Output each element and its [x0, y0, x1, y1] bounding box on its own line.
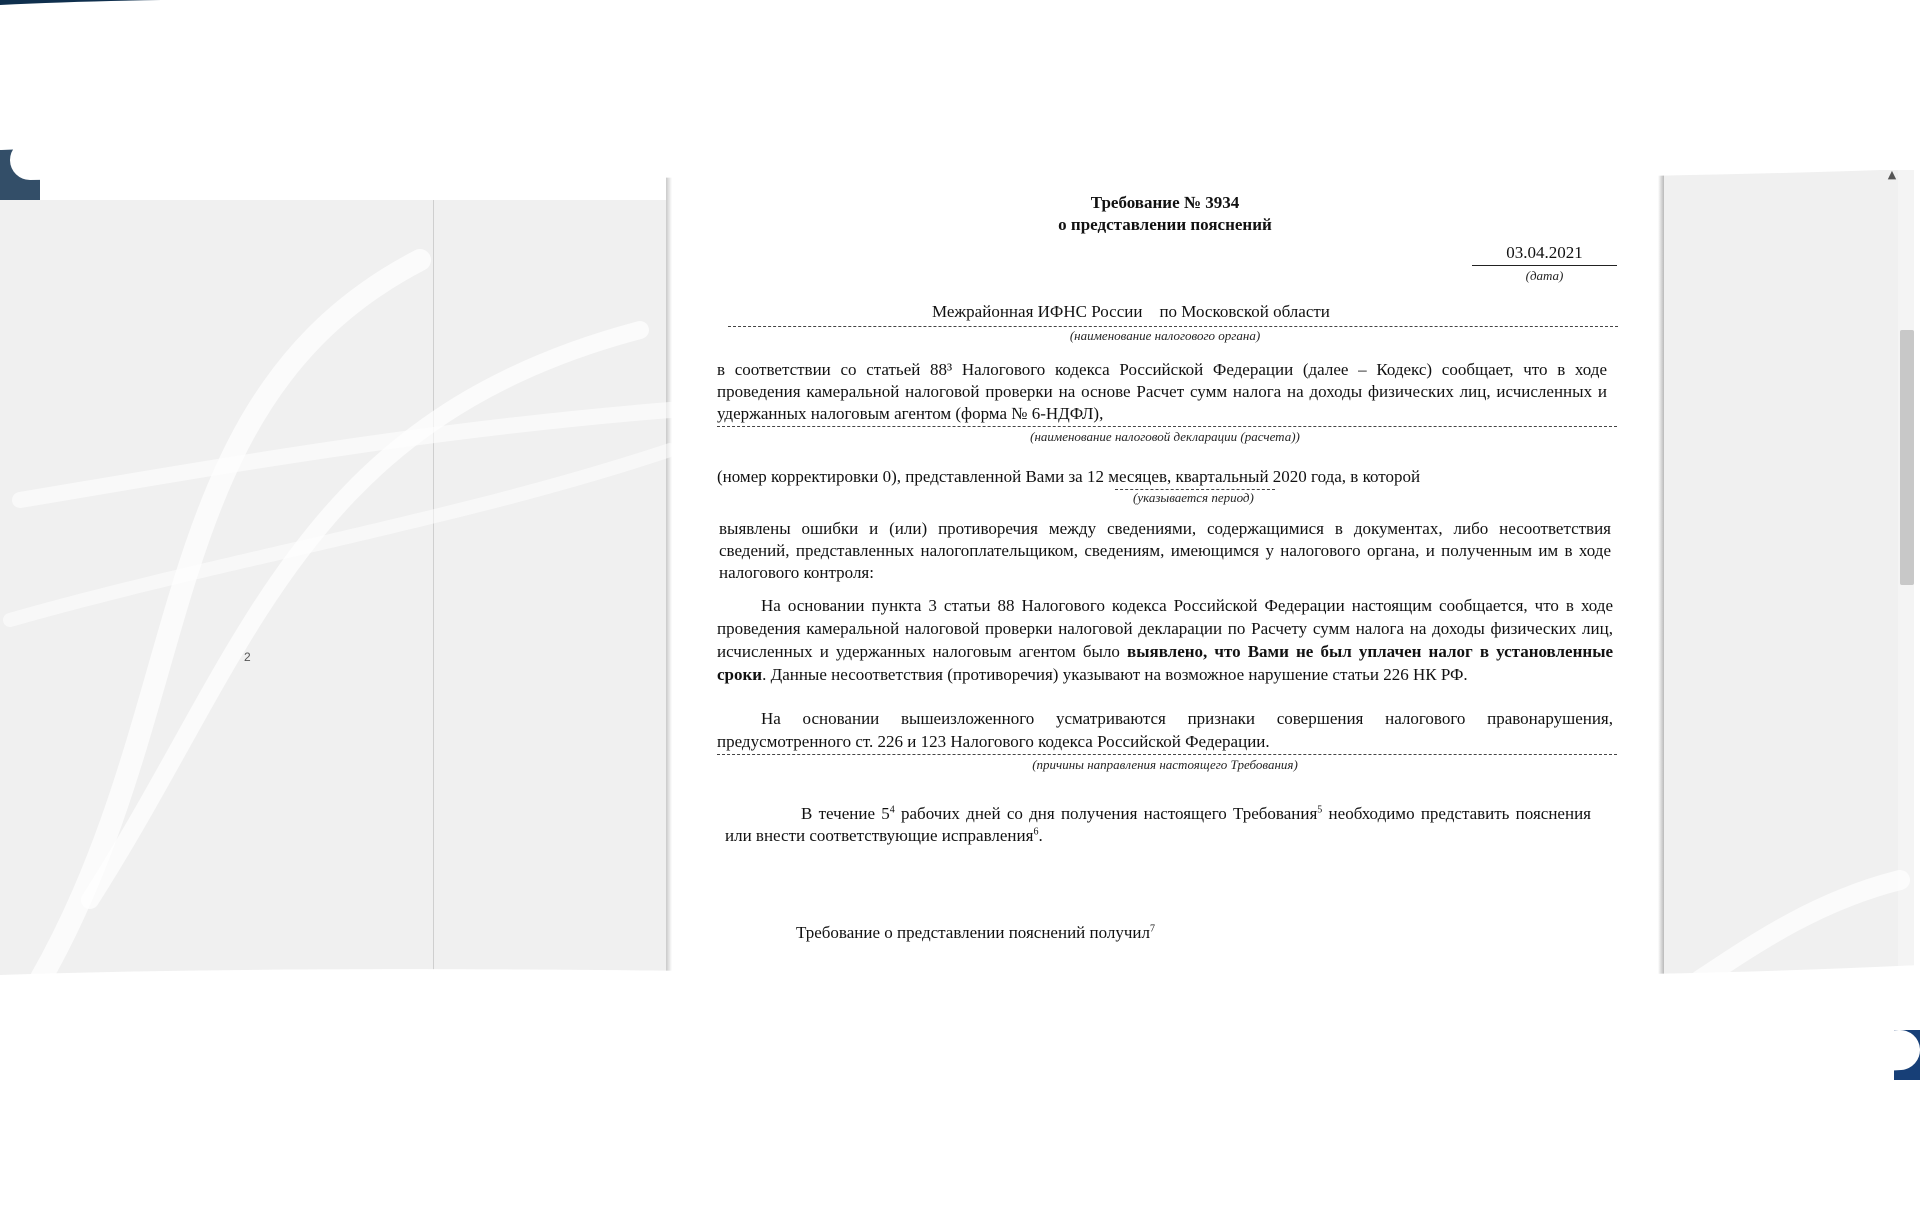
- deadline-text-b: рабочих дней со дня получения настоящего Требования: [894, 804, 1318, 823]
- titlebar-fragment: [0, 0, 310, 40]
- authority-caption: (наименование налогового органа): [1069, 328, 1261, 343]
- intro-paragraph: в соответствии со статьей 88³ Налогового кодекса Российской Федерации (далее – Кодекс) сообщает, что в ходе проведения камеральной налоговой проверки на основе Расчет сумм налога на доходы физических лиц, исчисленных и удержанных налоговым агентом (форма № 6-НДФЛ),: [717, 360, 1607, 423]
- deadline-footnote-4: 4: [889, 804, 895, 816]
- authority-dotted-line: [728, 326, 1618, 327]
- taskbar-corner: [1894, 1030, 1920, 1080]
- deadline-footnote-5: 5: [1317, 804, 1323, 816]
- deadline-text-c: необходимо представить пояснения или внести соответствующие исправления: [725, 804, 1591, 845]
- basis-text-start: На основании пункта 3 статьи 88 Налогового кодекса Российской Федерации настоящим сообщается, что в ходе проведения камеральной налоговой проверки налоговой декларации по Расчету сумм налога на доходы физических лиц, исчисленных и удержанных налоговым агентом было: [717, 596, 1613, 661]
- vertical-scrollbar[interactable]: [1898, 170, 1914, 1000]
- declaration-caption: (наименование налоговой декларации (расчета)): [1030, 429, 1300, 444]
- tax-authority-part1: Межрайонная ИФНС России: [932, 302, 1143, 321]
- page-shadow-right: [1658, 175, 1664, 1010]
- tax-authority-name: [932, 302, 1330, 322]
- scroll-up-arrow-icon[interactable]: ▲: [1887, 168, 1897, 181]
- deadline-text-a: В течение 5: [801, 804, 890, 823]
- received-line: [796, 923, 1155, 943]
- document-date: 03.04.2021: [1506, 243, 1583, 262]
- sidebar-divider: [433, 200, 434, 1010]
- correction-line: (номер корректировки 0), представленной Вами за 12 месяцев, квартальный 2020 года, в которой: [717, 467, 1421, 486]
- declaration-dotted-line: [717, 426, 1617, 427]
- deadline-text-d: .: [1038, 826, 1043, 845]
- received-footnote-7: 7: [1150, 923, 1156, 935]
- document-subtitle: о представлении пояснений: [1058, 215, 1272, 234]
- page-thumbnail-number: 2: [244, 650, 251, 664]
- basis-text-end: . Данные несоответствия (противоречия) указывают на возможное нарушение статьи 226 НК РФ.: [762, 665, 1468, 684]
- date-underline: [1472, 265, 1617, 266]
- document-title: Требование № 3934: [1090, 193, 1240, 212]
- reasons-caption: (причины направления настоящего Требования): [1032, 757, 1298, 772]
- close-icon[interactable]: ✕: [1885, 65, 1897, 81]
- deadline-paragraph: [725, 803, 1591, 847]
- tax-authority-part2: по Московской области: [1159, 302, 1330, 321]
- titlebar-fragment: [0, 58, 70, 70]
- reasons-dotted-line: [717, 754, 1617, 755]
- date-caption: (дата): [1525, 268, 1564, 283]
- right-panel: [1662, 170, 1900, 990]
- sidebar-panel: [0, 200, 670, 1010]
- violation-paragraph: На основании вышеизложенного усматриваются признаки совершения налогового правонарушения, предусмотренного ст. 226 и 123 Налогового кодекса Российской Федерации.: [717, 709, 1613, 751]
- basis-text-bold: выявлено, что Вами не был уплачен налог в установленные сроки: [717, 642, 1614, 684]
- received-text: Требование о представлении пояснений получил: [796, 923, 1151, 942]
- document-page: [672, 175, 1658, 1010]
- errors-paragraph: выявлены ошибки и (или) противоречия между сведениями, содержащимися в документах, либо несоответствия сведений, представленных налогоплательщиком, сведениям, имеющимся у налогового органа, и полученным им в ходе налогового контроля:: [719, 519, 1611, 582]
- deadline-footnote-6: 6: [1033, 826, 1039, 838]
- toolbar-fragment: [0, 100, 40, 210]
- scrollbar-thumb[interactable]: [1900, 330, 1914, 585]
- period-caption: (указывается период): [1133, 490, 1254, 505]
- basis-paragraph: [717, 594, 1613, 686]
